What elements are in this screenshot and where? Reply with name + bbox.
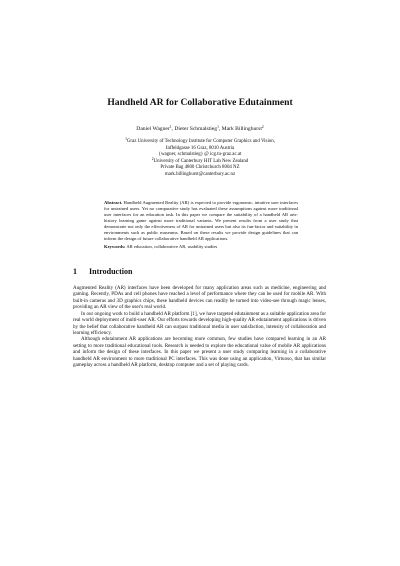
keywords	[104, 244, 298, 250]
section-title: Introduction	[89, 267, 133, 276]
abstract	[104, 200, 298, 242]
author-line	[0, 126, 400, 133]
affiliation-line: $^2$University of Canterbury HIT Lab New Zealand	[151, 156, 249, 164]
affiliation-mark: 2	[261, 125, 264, 129]
affiliation-email: mark.billinghurst@canterbury.ac.nz	[164, 171, 236, 177]
keywords-label: Keywords:	[104, 244, 126, 249]
section-body	[73, 285, 326, 368]
section-number: 1	[73, 267, 77, 276]
body-paragraph: In our ongoing work to build a handheld AR platform [1], we have targeted edutainment as a suitable application area for real world deployment of multi-user AR. Our efforts towards developing high-quality AR edutainment applications is driven by the belief that collaborative handheld AR can surpass traditional media in user satisfaction, intensity of collaboration and learning efficiency.	[73, 310, 326, 336]
keywords-text: AR education, collaborative AR, usability studies	[126, 244, 218, 249]
body-paragraph: Although edutainment AR applications are becoming more common, few studies have compared learning in an AR setting to more traditional educational tools. Research is needed to explore the educational value of mobile AR applications and inform the design of these interfaces. In this paper we present a user study comparing learning in a collaborative handheld AR environment to more traditional PC interfaces. This was done using an application, Virtuoso, that has similar gameplay across a handheld AR platform, desktop computer and a set of playing cards.	[73, 336, 326, 369]
affiliation-line: Private Bag 4800 Christchurch 8004 NZ	[160, 165, 240, 171]
affiliation-mark: 1	[125, 137, 127, 141]
affiliation-mark: 1	[217, 125, 219, 129]
affiliation-line: Inffeldgasse 16 Graz, 8010 Austria	[165, 145, 235, 151]
abstract-text: Handheld Augmented Reality (AR) is expected to provide ergonomic, intuitive user interfaces for untrained users. Yet no comparative study has evaluated these assumptions against more traditional user interfaces for an education task. In this paper we compare the suitability of a handheld AR arts-history learning game against more traditional variants. We present results from a user study that demonstrate not only the effectiveness of AR for untrained users but also its fun-factor and suitability in environments such as public museums. Based on these results we provide design guidelines that can inform the design of future collaborative handheld AR applications.	[104, 200, 298, 242]
paper-title: Handheld AR for Collaborative Edutainment	[107, 97, 293, 108]
affiliation-mark: 2	[151, 156, 154, 161]
author-name: Daniel Wagner	[136, 126, 170, 132]
section-heading	[73, 267, 132, 277]
author-separator: ,	[218, 126, 222, 132]
abstract-label: Abstract.	[104, 200, 123, 205]
affiliation-mark: 1	[169, 125, 172, 129]
affiliation-email: {wagner, schmalstieg} @ icg.tu-graz.ac.at	[158, 152, 242, 158]
author-separator: ,	[171, 126, 175, 132]
author-name: Mark Billinghurst	[221, 126, 262, 132]
affiliations	[0, 139, 400, 179]
affiliation-line: $^1$Graz University of Technology Institute for Computer Graphics and Vision,	[125, 137, 275, 144]
body-paragraph: Augmented Reality (AR) interfaces have been developed for many application areas such as medicine, engineering and gaming. Recently, PDAs and cell phones have reached a level of performance where they can be used for mobile AR. With built-in cameras and 3D graphics chips, these handheld devices can readily be turned into video-see through magic lenses, providing an AR view of the user's real world.	[73, 285, 326, 311]
author-name: Dieter Schmalstieg	[174, 126, 218, 132]
